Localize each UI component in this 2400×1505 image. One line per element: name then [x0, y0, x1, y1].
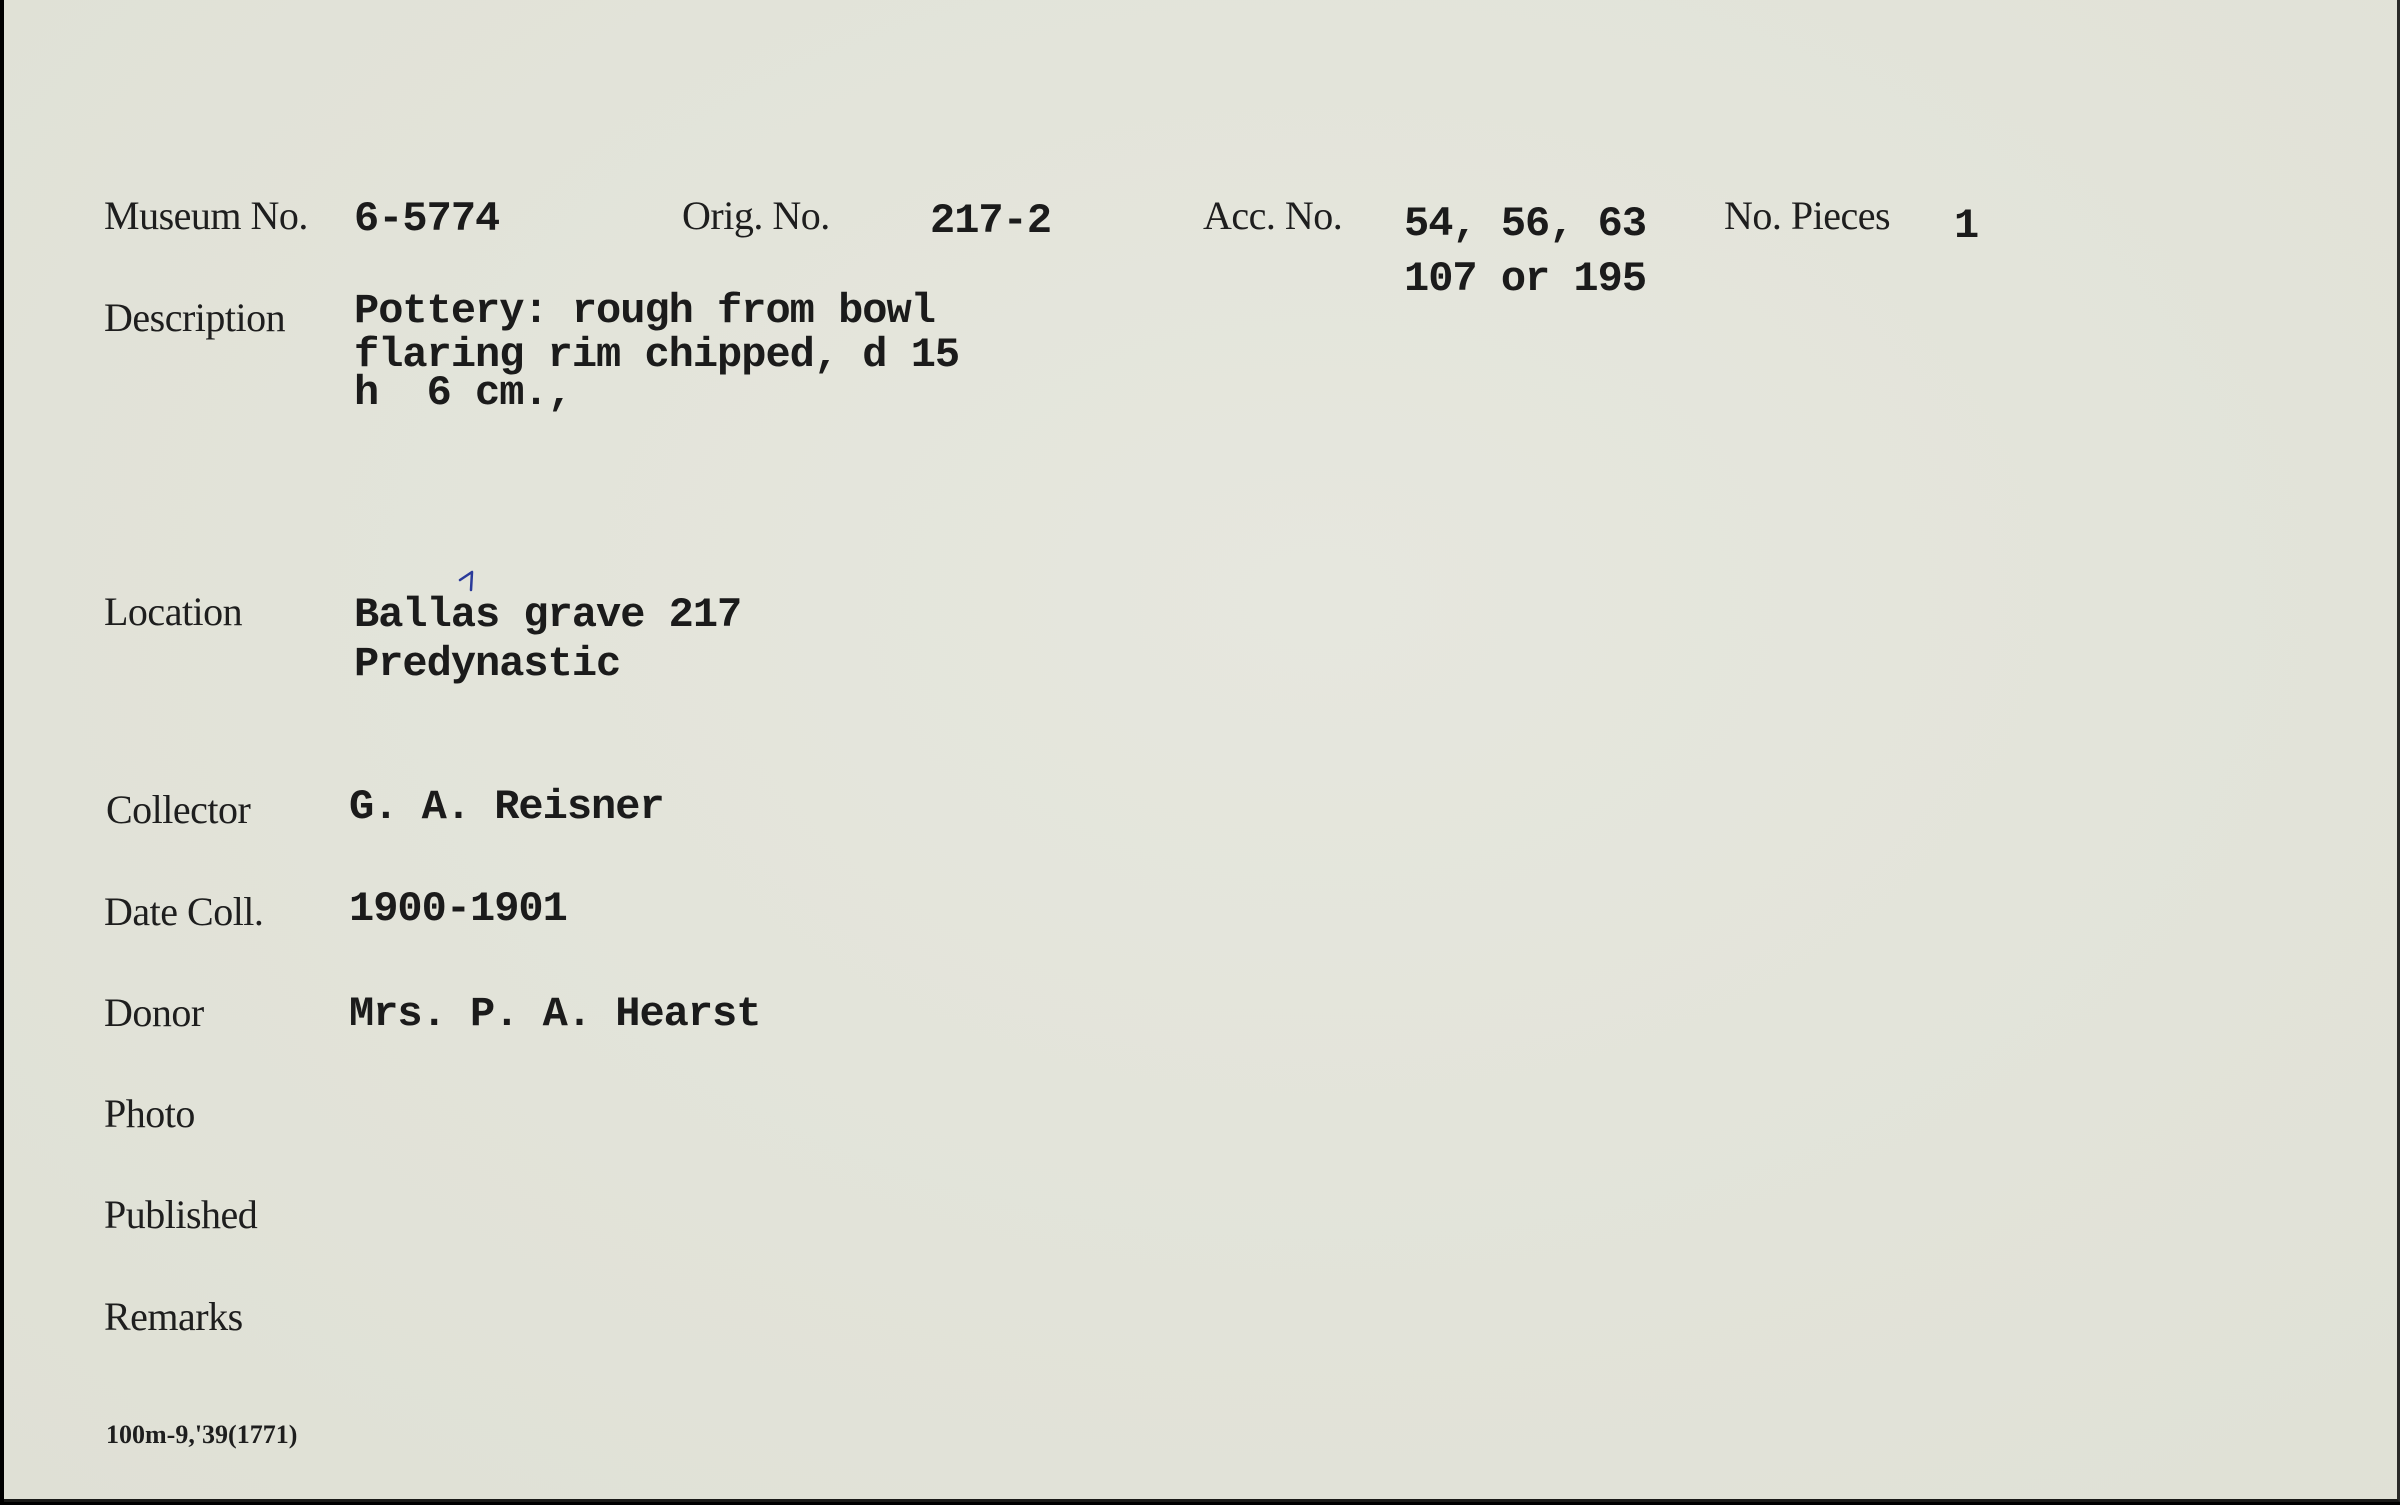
donor-value: Mrs. P. A. Hearst — [349, 990, 761, 1038]
published-label: Published — [104, 1192, 258, 1237]
description-label: Description — [104, 295, 286, 340]
museum-no-value: 6-5774 — [354, 195, 500, 243]
remarks-label: Remarks — [104, 1294, 243, 1339]
collector-value: G. A. Reisner — [349, 783, 664, 831]
acc-no-label: Acc. No. — [1203, 193, 1343, 238]
orig-no-label: Orig. No. — [682, 193, 830, 238]
description-line-2: flaring rim chipped, d 15 — [354, 331, 960, 379]
description-line-3: h 6 cm., — [354, 369, 572, 417]
no-pieces-label: No. Pieces — [1724, 193, 1891, 238]
date-coll-value: 1900-1901 — [349, 885, 567, 933]
location-label: Location — [104, 589, 243, 634]
location-line-1: Ballas grave 217 — [354, 591, 742, 639]
donor-label: Donor — [104, 990, 204, 1035]
location-line-2: Predynastic — [354, 640, 621, 688]
museum-no-label: Museum No. — [104, 193, 308, 238]
acc-no-value-line-2: 107 or 195 — [1404, 255, 1647, 303]
collector-label: Collector — [106, 787, 251, 832]
orig-no-value: 217-2 — [930, 197, 1052, 245]
date-coll-label: Date Coll. — [104, 889, 264, 934]
form-code: 100m-9,'39(1771) — [106, 1420, 298, 1449]
description-line-1: Pottery: rough from bowl — [354, 287, 935, 335]
acc-no-value-line-1: 54, 56, 63 — [1404, 200, 1647, 248]
catalog-card — [4, 0, 2400, 1502]
photo-label: Photo — [104, 1091, 195, 1136]
no-pieces-value: 1 — [1954, 202, 1979, 250]
handwritten-pen-mark-icon — [456, 566, 486, 606]
